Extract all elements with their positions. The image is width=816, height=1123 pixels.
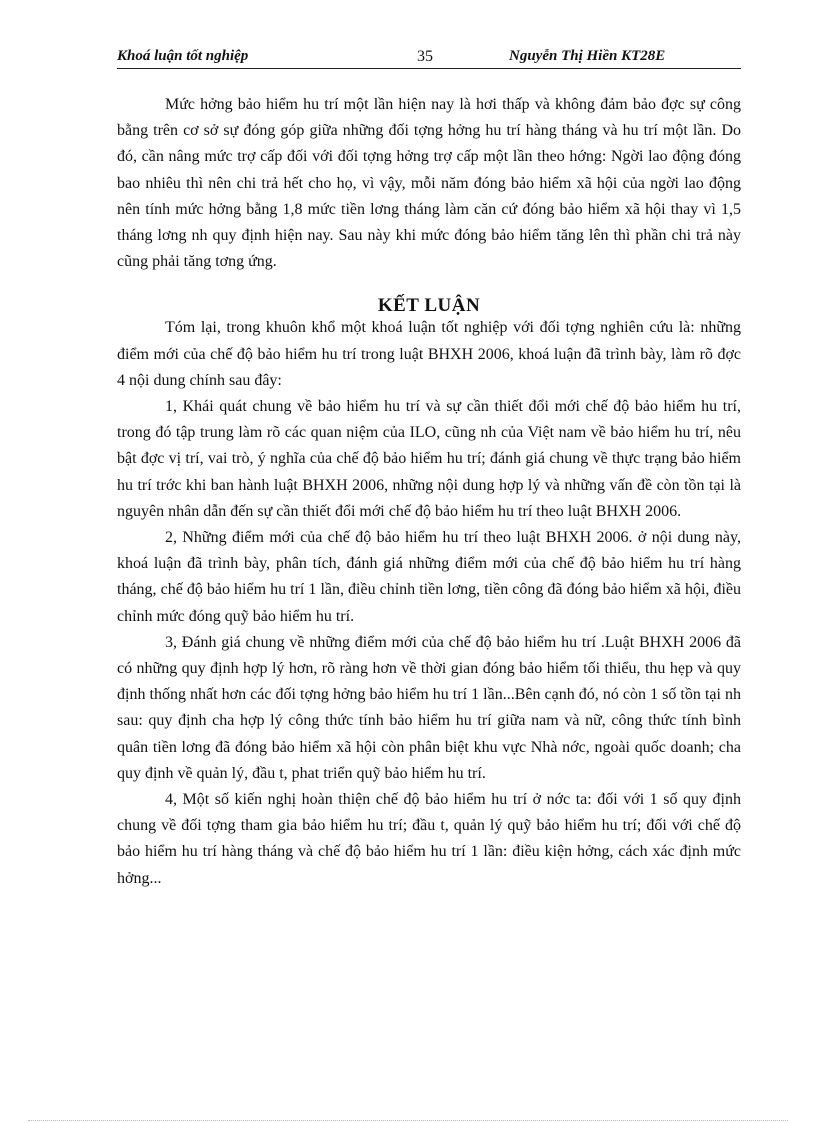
page-number: 35 [417,48,433,65]
page-header [117,46,741,69]
header-author: Nguyễn Thị Hiền KT28E [509,48,666,64]
conclusion-paragraph-2: 2, Những điểm mới của chế độ bảo hiểm hu trí theo luật BHXH 2006. ở nội dung này, khoá luận đã trình bày, phân tích, đánh giá những điểm mới của chế độ bảo hiểm hu trí hàng tháng, chế độ bảo hiểm hu trí 1 lần, điều chỉnh tiền lơng, tiền công đã đóng bảo hiểm xã hội, điều chỉnh mức đóng quỹ bảo hiểm hu trí. [117,529,741,625]
page-bottom-divider [28,1120,788,1121]
conclusion-paragraph-1: 1, Khái quát chung về bảo hiểm hu trí và sự cần thiết đổi mới chế độ bảo hiểm hu trí, trong đó tập trung làm rõ các quan niệm của ILO, cũng nh của Việt nam về bảo hiểm hu trí, nêu bật đợc vị trí, vai trò, ý nghĩa của chế độ bảo hiểm hu trí; đánh giá chung về thực trạng bảo hiểm hu trí trớc khi ban hành luật BHXH 2006, những nội dung hợp lý và những vấn đề còn tồn tại là nguyên nhân dẫn đến sự cần thiết đổi mới chế độ bảo hiểm hu trí theo luật BHXH 2006. [117,398,741,520]
conclusion-paragraph-3: 3, Đánh giá chung về những điểm mới của chế độ bảo hiểm hu trí .Luật BHXH 2006 đã có những quy định hợp lý hơn, rõ ràng hơn về thời gian đóng bảo hiểm tối thiểu, thu hẹp và quy định thống nhất hơn các đối tợng hởng bảo hiểm hu trí 1 lần...Bên cạnh đó, nó còn 1 số tồn tại nh sau: quy định cha hợp lý công thức tính bảo hiểm hu trí giữa nam và nữ, công thức tính bình quân tiền lơng đã đóng bảo hiểm xã hội còn phân biệt khu vực Nhà nớc, ngoài quốc doanh; cha quy định về quản lý, đầu t, phat triển quỹ bảo hiểm hu trí. [117,633,741,782]
document-body [117,92,741,892]
intro-paragraph: Mức hởng bảo hiểm hu trí một lần hiện nay là hơi thấp và không đảm bảo đợc sự công bằng trên cơ sở sự đóng góp giữa những đối tợng hởng hu trí hàng tháng và hu trí một lần. Do đó, cần nâng mức trợ cấp đối với đối tợng hởng trợ cấp một lần theo hớng: Ngời lao động đóng bao nhiêu thì nên chi trả hết cho họ, vì vậy, mỗi năm đóng bảo hiểm xã hội của ngời lao động nên tính mức hởng bằng 1,8 mức tiền lơng tháng làm căn cứ đóng bảo hiểm xã hội thay vì 1,5 tháng lơng nh quy định hiện nay. Sau này khi mức đóng bảo hiểm tăng lên thì phần chi trả này cũng phải tăng tơng ứng. [117,96,741,271]
conclusion-paragraph-4: 4, Một số kiến nghị hoàn thiện chế độ bảo hiểm hu trí ở nớc ta: đối với 1 số quy định chung về đối tợng tham gia bảo hiểm hu trí; đầu t, quản lý quỹ bảo hiểm hu trí; đối với chế độ bảo hiểm hu trí hàng tháng và chế độ bảo hiểm hu trí 1 lần: điều kiện hởng, cách xác định mức hởng... [117,791,741,887]
conclusion-paragraph-summary: Tóm lại, trong khuôn khổ một khoá luận tốt nghiệp với đối tợng nghiên cứu là: những điểm mới của chế độ bảo hiểm hu trí trong luật BHXH 2006, khoá luận đã trình bày, làm rõ đợc 4 nội dung chính sau đây: [117,319,741,389]
header-thesis-label: Khoá luận tốt nghiệp [117,48,249,64]
section-title: KẾT LUẬN [377,295,481,317]
